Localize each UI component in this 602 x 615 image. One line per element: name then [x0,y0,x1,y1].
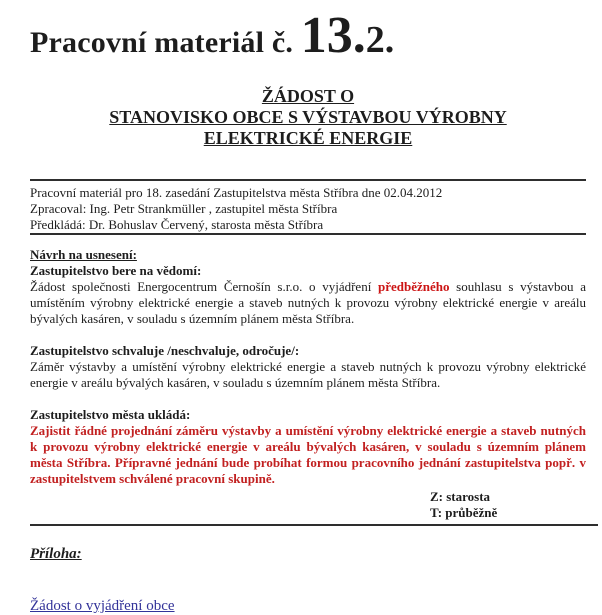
section-noted-header: Zastupitelstvo bere na vědomí: [30,263,202,278]
noted-text-after: souhlasu s výstavbou a umístěním výrobny elektrické energie a staveb nutných k provozu výrobny elektrické energie v areálu bývalých kasáren, v souladu s územním plánem města Stříbra. [30,279,586,326]
resolution-heading: Návrh na usnesení: [30,247,137,262]
title-prefix: Pracovní materiál č. [30,26,301,59]
attachment-label: Příloha: [30,546,82,562]
noted-text-before: Žádost společnosti Energocentrum Černošín s.r.o. o vyjádření [30,279,378,294]
section-approves-paragraph: Záměr výstavby a umístění výrobny elektrické energie a staveb nutných k provozu výrobny elektrické energie v areálu bývalých kasáren, v souladu s územním plánem města Stříbra. [30,359,586,390]
meta-author-line: Zpracoval: Ing. Petr Strankmüller , zastupitel města Stříbra [30,201,338,216]
resolution-body [30,247,586,487]
divider-meta [30,233,586,235]
subject-heading-line-2: STANOVISKO OBCE S VÝSTAVBOU VÝROBNY [109,107,507,127]
subject-heading [30,86,586,149]
subject-heading-line-3: ELEKTRICKÉ ENERGIE [203,128,413,148]
divider-bottom [30,524,598,526]
section-approves-header: Zastupitelstvo schvaluje /neschvaluje, odročuje/: [30,343,300,358]
document-title [30,7,586,64]
meta-block [30,181,586,233]
subject-heading-line-1: ŽÁDOST O [261,86,355,106]
section-gap [30,327,586,343]
section-tasks-header: Zastupitelstvo města ukládá: [30,407,191,422]
section-tasks-paragraph: Zajistit řádné projednání záměru výstavby a umístění výrobny elektrické energie a staveb nutných k provozu výrobny elektrické energie v areálu bývalých kasáren, v souladu s územním plánem města Stříbra. Přípravné jednání bude probíhat formou pracovního jednání zastupitelstva popř. v zastupitelstvem schválené pracovní skupině. [30,423,586,486]
signature-block [430,489,586,521]
highlighted-word: předběžného [378,279,450,294]
responsible-line: Z: starosta [430,489,491,504]
meta-session-line: Pracovní materiál pro 18. zasedání Zastupitelstva města Stříbra dne 02.04.2012 [30,185,443,200]
attachment-link[interactable]: Žádost o vyjádření obce [30,598,175,614]
deadline-line: T: průběžně [430,505,498,520]
title-number-major: 13. [300,7,366,64]
attachment-section [30,546,586,615]
section-noted-paragraph [30,279,586,327]
section-gap [30,391,586,407]
title-number-minor: 2. [365,19,395,61]
meta-presenter-line: Předkládá: Dr. Bohuslav Červený, starosta města Stříbra [30,217,324,232]
